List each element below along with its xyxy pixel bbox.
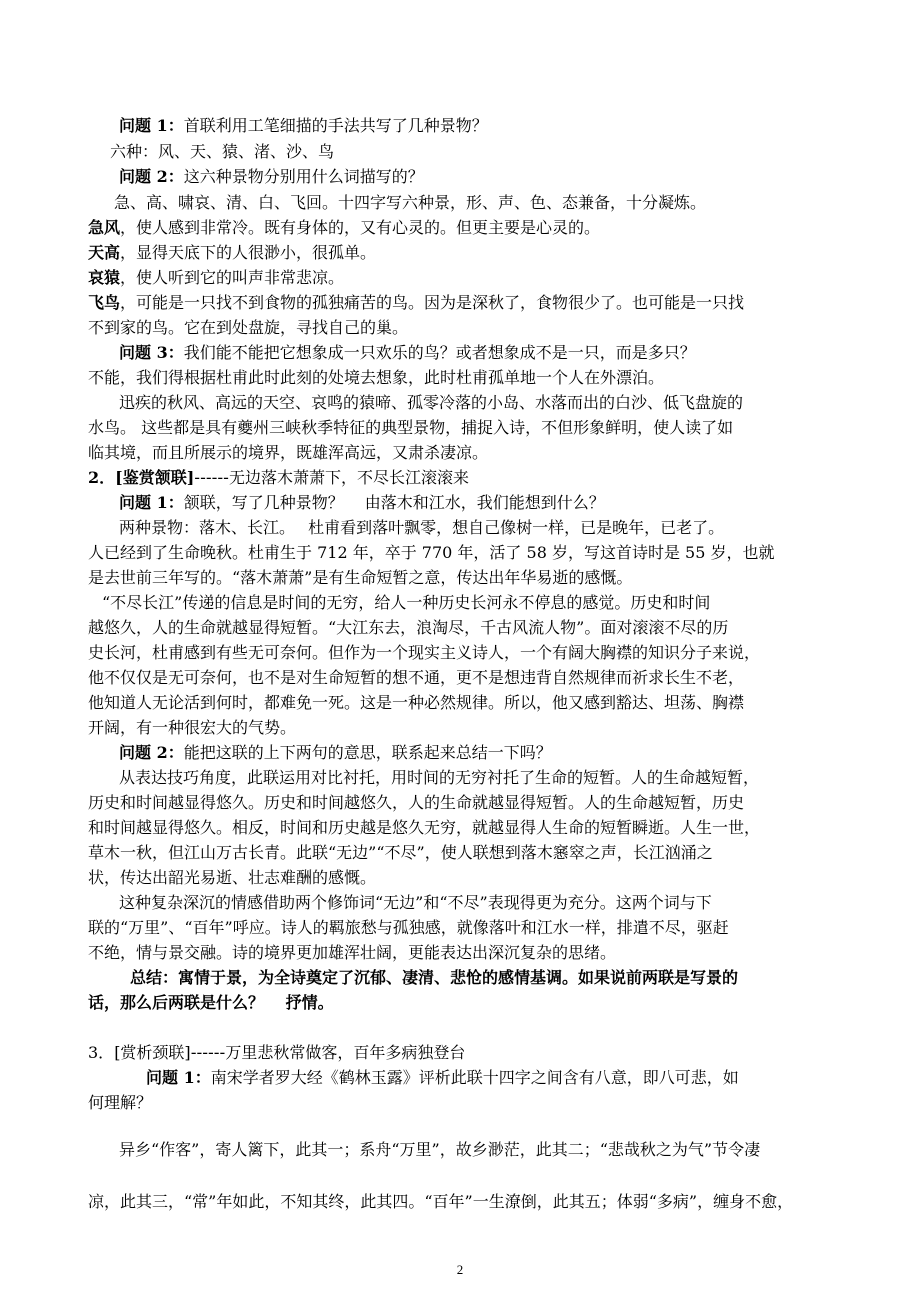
keyword-line-4 (88, 293, 848, 313)
paragraph-line: 不绝，情与景交融。诗的境界更加雄浑壮阔，更能表达出深沉复杂的思绪。 (88, 943, 617, 962)
heading-poem-line: 万里悲秋常做客，百年多病独登台 (225, 1043, 466, 1062)
summary-line: 话，那么后两联是什么？ 抒情。 (88, 993, 334, 1012)
heading-dash: ------ (190, 1043, 226, 1062)
paragraph-line: 和时间越显得悠久。相反，时间和历史越是悠久无穷，就越显得人生命的短暂瞬逝。人生一世， (88, 818, 761, 837)
paragraph-line: 状，传达出韶光易逝、壮志难酬的感慨。 (88, 868, 377, 887)
question-text: 这六种景物分别用什么词描写的？ (183, 167, 424, 186)
paragraph-line: 不到家的鸟。它在到处盘旋，寻找自己的巢。 (88, 318, 409, 337)
question-label: 问题 1： (146, 1068, 211, 1087)
question-text: 颔联，写了几种景物？ 由落木和江水，我们能想到什么？ (183, 493, 605, 512)
paragraph-line: 是去世前三年写的。“落木萧萧”是有生命短暂之意，传达出年华易逝的感慨。 (88, 568, 633, 587)
question-1 (119, 116, 879, 136)
keyword: 飞鸟 (88, 293, 121, 312)
paragraph-line: 草木一秋，但江山万古长青。此联“无边”“不尽”，使人联想到落木窸窣之声，长江汹涌之 (88, 843, 713, 862)
answer-1: 六种：风、天、猿、渚、沙、鸟 (110, 142, 335, 161)
paragraph-line: 何理解？ (88, 1093, 153, 1112)
heading-number: 3． (88, 1043, 115, 1062)
paragraph-line: 人已经到了生命晚秋。杜甫生于 712 年，卒于 770 年，活了 58 岁，写这首诗时是 55 岁，也就 (88, 543, 775, 562)
paragraph-line: “不尽长江”传递的信息是时间的无穷，给人一种历史长河永不停息的感觉。历史和时间 (102, 593, 711, 612)
question-1 (146, 1068, 906, 1088)
paragraph-line: 凉，此其三，“常”年如此，不知其终，此其四。“百年”一生潦倒，此其五；体弱“多病”，缠身不愈， (88, 1192, 794, 1211)
paragraph-line: 史长河，杜甫感到有些无可奈何。但作为一个现实主义诗人，一个有阔大胸襟的知识分子来说， (88, 643, 761, 662)
keyword: 哀猿 (88, 268, 121, 287)
keyword-text: ，可能是一只找不到食物的孤独痛苦的鸟。因为是深秋了，食物很少了。也可能是一只找 (120, 293, 745, 312)
heading-label: [赏析颈联] (114, 1043, 191, 1062)
paragraph-line: 联的“万里”、“百年”呼应。诗人的羁旅愁与孤独感，就像落叶和江水一样，排遣不尽，驱赶 (88, 918, 729, 937)
paragraph-line: 从表达技巧角度，此联运用对比衬托，用时间的无穷衬托了生命的短暂。人的生命越短暂， (119, 768, 760, 787)
paragraph-line: 历史和时间越显得悠久。历史和时间越悠久，人的生命就越显得短暂。人的生命越短暂，历史 (88, 793, 745, 812)
paragraph-line: 异乡“作客”，寄人篱下，此其一；系舟“万里”，故乡渺茫，此其二；“悲哉秋之为气”节令凄 (119, 1140, 761, 1159)
question-text: 我们能不能把它想象成一只欢乐的鸟？或者想象成不是一只，而是多只？ (183, 343, 696, 362)
keyword-text: ，显得天底下的人很渺小，很孤单。 (120, 243, 377, 262)
paragraph-line: 他不仅仅是无可奈何，也不是对生命短暂的想不通，更不是想违背自然规律而祈求长生不老， (88, 668, 745, 687)
question-label: 问题 3： (119, 343, 184, 362)
paragraph-line: 这种复杂深沉的情感借助两个修饰词“无边”和“不尽”表现得更为充分。这两个词与下 (119, 893, 712, 912)
keyword: 天高 (88, 243, 121, 262)
question-2 (119, 743, 879, 763)
question-2 (119, 167, 879, 187)
heading-dash: ------ (194, 468, 229, 487)
paragraph-line: 迅疾的秋风、高远的天空、哀鸣的猿啼、孤零冷落的小岛、水落而出的白沙、低飞盘旋的 (119, 393, 744, 412)
heading-number: 2． (88, 468, 116, 487)
paragraph-line: 两种景物：落木、长江。 杜甫看到落叶飘零，想自己像树一样，已是晚年，已老了。 (119, 518, 725, 537)
keyword: 急风 (88, 218, 121, 237)
heading-label: [鉴赏颔联] (115, 468, 195, 487)
section-heading-2 (88, 468, 848, 488)
answer-2: 急、高、啸哀、清、白、飞回。十四字写六种景，形、声、色、态兼备，十分凝炼。 (114, 193, 707, 212)
keyword-text: ，使人听到它的叫声非常悲凉。 (120, 268, 345, 287)
paragraph-line: 开阔，有一种很宏大的气势。 (88, 718, 297, 737)
keyword-line-3 (88, 268, 848, 288)
answer-3: 不能，我们得根据杜甫此时此刻的处境去想象，此时杜甫孤单地一个人在外漂泊。 (88, 368, 665, 387)
keyword-line-1 (88, 218, 848, 238)
question-label: 问题 1： (119, 116, 184, 135)
question-label: 问题 2： (119, 743, 184, 762)
question-3 (119, 343, 879, 363)
paragraph-line: 他知道人无论活到何时，都难免一死。这是一种必然规律。所以，他又感到豁达、坦荡、胸襟 (88, 693, 745, 712)
heading-poem-line: 无边落木萧萧下，不尽长江滚滚来 (228, 468, 469, 487)
section-heading-3 (88, 1043, 848, 1063)
paragraph-line: 水鸟。 这些都是具有夔州三峡秋季特征的典型景物，捕捉入诗，不但形象鲜明，使人读了如 (88, 418, 734, 437)
question-text: 南宋学者罗大经《鹤林玉露》评析此联十四字之间含有八意，即八可悲，如 (210, 1068, 739, 1087)
page-number: 2 (456, 1262, 464, 1277)
paragraph-line: 越悠久，人的生命就越显得短暂。“大江东去，浪淘尽，千古风流人物”。面对滚滚不尽的历 (88, 618, 729, 637)
question-text: 能把这联的上下两句的意思，联系起来总结一下吗？ (183, 743, 552, 762)
keyword-text: ，使人感到非常冷。既有身体的，又有心灵的。但更主要是心灵的。 (120, 218, 601, 237)
paragraph-line: 临其境，而且所展示的境界，既雄浑高远，又肃杀凄凉。 (88, 443, 489, 462)
summary-line: 总结：寓情于景，为全诗奠定了沉郁、凄清、悲怆的感情基调。如果说前两联是写景的 (130, 968, 739, 987)
question-text: 首联利用工笔细描的手法共写了几种景物？ (183, 116, 488, 135)
question-1 (119, 493, 879, 513)
question-label: 问题 1： (119, 493, 184, 512)
keyword-line-2 (88, 243, 848, 263)
question-label: 问题 2： (119, 167, 184, 186)
